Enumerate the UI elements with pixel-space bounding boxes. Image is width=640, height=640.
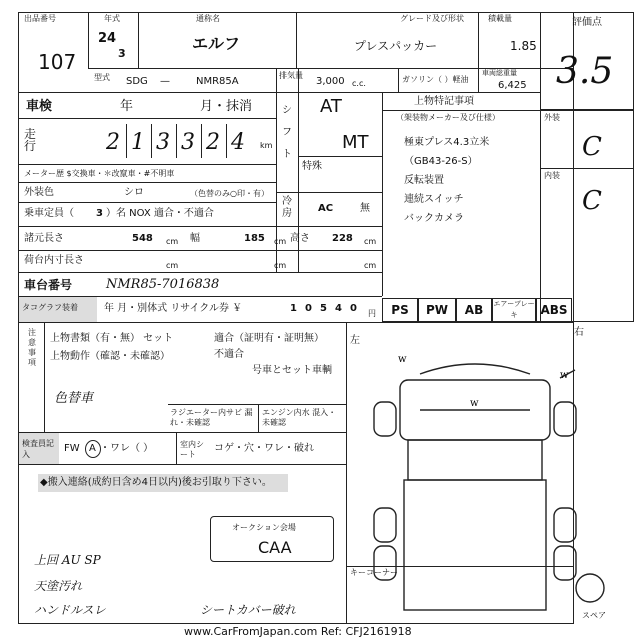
stamp-line2: CAA bbox=[258, 538, 292, 557]
lot-number: 107 bbox=[38, 50, 77, 74]
svg-text:w: w bbox=[560, 370, 569, 381]
odometer bbox=[106, 124, 256, 162]
cargo-label: 荷台内寸長さ bbox=[24, 255, 84, 266]
special-label: 特殊 bbox=[302, 161, 322, 172]
hand-note-color: 色替車 bbox=[54, 391, 94, 406]
recycle-digit: 0 bbox=[305, 303, 312, 314]
year-month: 3 bbox=[118, 47, 126, 60]
spare-label: スペア bbox=[582, 611, 606, 620]
equipment-item: エアーブレーキ bbox=[492, 298, 536, 322]
op-line: 上物動作（確認・未確認） bbox=[50, 351, 170, 362]
height-label: 高さ bbox=[290, 233, 310, 244]
length-unit: cm bbox=[166, 237, 179, 246]
grade-value: プレスパッカー bbox=[354, 39, 438, 53]
ac-value: AC bbox=[318, 203, 334, 214]
equipment-item: ABS bbox=[536, 298, 572, 322]
odometer-digit: 2 bbox=[206, 130, 220, 155]
doc-line2: 適合（証明有・証明無） bbox=[214, 333, 324, 344]
lot-label: 出品番号 bbox=[24, 14, 56, 23]
width-unit: cm bbox=[274, 237, 287, 246]
yen-label: 円 bbox=[368, 309, 376, 318]
seat-condition: コゲ・穴・ワレ・破れ bbox=[214, 443, 314, 454]
odometer-digit: 4 bbox=[231, 130, 245, 155]
type-label: 型式 bbox=[94, 73, 110, 82]
stamp-line1: オークション会場 bbox=[232, 523, 296, 532]
feature-item: バックカメラ bbox=[404, 213, 464, 224]
tacho-text: 年 月・別体式 リサイクル券 ￥ bbox=[104, 303, 243, 314]
mileage-unit: km bbox=[260, 141, 273, 150]
features-title: 上物特記事項 bbox=[414, 96, 474, 107]
radiator-line: ラジエーター内サビ 漏れ・未確認 bbox=[170, 408, 253, 427]
feature-item: 反転装置 bbox=[404, 175, 444, 186]
recycle-digit: 5 bbox=[320, 303, 327, 314]
recycle-digit: 0 bbox=[350, 303, 357, 314]
engine-line: エンジン内水 混入・未確認 bbox=[262, 408, 337, 427]
svg-text:w: w bbox=[398, 354, 407, 365]
diagram-right-label: 右 bbox=[574, 327, 584, 338]
fw-label: FW bbox=[64, 443, 80, 454]
hand-note-4: シートカバー破れ bbox=[200, 603, 296, 617]
equipment-item: PS bbox=[382, 298, 418, 322]
length-label: 諸元長さ bbox=[24, 233, 64, 244]
cc-unit: c.c. bbox=[352, 79, 366, 88]
set-line: 号車とセット車輌 bbox=[252, 365, 332, 376]
equipment-item: PW bbox=[418, 298, 456, 322]
score-value: 3.5 bbox=[556, 51, 614, 92]
capacity-rest: ）名 NOX 適合・不適合 bbox=[106, 208, 214, 219]
chassis-label: 車台番号 bbox=[24, 278, 73, 292]
shift-at: AT bbox=[320, 96, 342, 117]
equipment-item: AB bbox=[456, 298, 492, 322]
cargo-width-unit: cm bbox=[274, 261, 287, 270]
cargo-unit: cm bbox=[166, 261, 179, 270]
width-label: 幅 bbox=[190, 233, 200, 244]
interior-label: 内装 bbox=[544, 171, 560, 180]
width-value: 185 bbox=[244, 233, 265, 244]
model-name-label: 通称名 bbox=[196, 14, 220, 23]
truck-diagram bbox=[360, 340, 630, 620]
meter-history: メーター歴 $交換車・＊改竄車・#不明車 bbox=[24, 169, 175, 178]
load-value: 1.85 bbox=[510, 39, 537, 53]
length-value: 548 bbox=[132, 233, 153, 244]
nashi-value: 無 bbox=[360, 203, 370, 214]
year-label: 年式 bbox=[104, 14, 120, 23]
score-label: 評価点 bbox=[572, 17, 602, 28]
inspector-label: 検査員記入 bbox=[22, 439, 54, 459]
interior-grade: C bbox=[582, 186, 602, 216]
shaken-year: 年 bbox=[120, 99, 134, 114]
shift-label: シフト bbox=[282, 105, 292, 160]
chassis-number: NMR85-7016838 bbox=[106, 277, 220, 292]
mileage-label: 走行 bbox=[24, 127, 37, 153]
height-value: 228 bbox=[332, 233, 353, 244]
feature-item: （GB43-26-S） bbox=[404, 156, 478, 167]
reibo-label: 冷房 bbox=[282, 196, 292, 219]
contact-notice: ◆搬入連絡(成約日含め4日以内)後お引取り下さい。 bbox=[40, 477, 272, 488]
key-corner-label: キーコーナー bbox=[350, 568, 398, 577]
recycle-digit: 4 bbox=[335, 303, 342, 314]
cc-label: 排気量 bbox=[279, 71, 303, 80]
cc-value: 3,000 bbox=[316, 76, 345, 87]
seat-label: 室内シート bbox=[180, 440, 204, 459]
equipment-row bbox=[382, 298, 572, 322]
model-name: エルフ bbox=[192, 34, 241, 53]
odometer-digit: 3 bbox=[181, 130, 195, 155]
doc-line: 上物書類（有・無） セット bbox=[50, 333, 174, 344]
load-label: 積載量 bbox=[488, 14, 512, 23]
type-dash: — bbox=[160, 76, 170, 87]
recycle-digit: 1 bbox=[290, 303, 297, 314]
features-sub: （架装物メーカー及び仕様） bbox=[396, 113, 500, 122]
doc-line3: 不適合 bbox=[214, 349, 244, 360]
capacity-value: 3 bbox=[96, 208, 103, 219]
a-label: A bbox=[89, 443, 96, 454]
odometer-digit: 1 bbox=[131, 130, 145, 155]
weight-label: 車両総重量 bbox=[482, 69, 517, 77]
shift-mt: MT bbox=[342, 132, 369, 153]
hand-note-2: 天塗汚れ bbox=[34, 579, 83, 593]
height-unit: cm bbox=[364, 237, 377, 246]
odometer-digit: 3 bbox=[156, 130, 170, 155]
color-note: （色替のみ○印・有） bbox=[190, 189, 269, 198]
crack-label: ・ワレ（ ） bbox=[100, 443, 154, 454]
color-label: 外装色 bbox=[24, 187, 54, 198]
notes-side-label: 注意事項 bbox=[28, 328, 36, 367]
exterior-grade: C bbox=[582, 132, 602, 162]
odometer-digit: 2 bbox=[106, 130, 120, 155]
footer-watermark: www.CarFromJapan.com Ref: CFJ2161918 bbox=[184, 625, 412, 638]
recycle-amount bbox=[286, 298, 366, 320]
weight-value: 6,425 bbox=[498, 80, 527, 91]
svg-text:w: w bbox=[470, 398, 479, 409]
color-value: シロ bbox=[124, 187, 144, 198]
type-prefix: SDG bbox=[126, 76, 148, 87]
grade-label: グレード及び形状 bbox=[400, 14, 464, 23]
hand-note-1: 上回 AU SP bbox=[34, 553, 101, 567]
year-value: 24 bbox=[98, 31, 117, 46]
exterior-label: 外装 bbox=[544, 113, 560, 122]
feature-item: 連続スイッチ bbox=[404, 194, 464, 205]
cargo-height-unit: cm bbox=[364, 261, 377, 270]
capacity-label: 乗車定員（ bbox=[24, 208, 74, 219]
shaken-rest: 月・抹消 bbox=[200, 99, 253, 114]
diagram-left-label: 左 bbox=[350, 335, 360, 346]
type-code: NMR85A bbox=[196, 76, 239, 87]
hand-note-3: ハンドルスレ bbox=[34, 603, 106, 617]
shaken-label: 車検 bbox=[26, 99, 53, 114]
tacho-label: タコグラフ装着 bbox=[22, 303, 78, 312]
fuel-value: ガソリン（ ）軽油 bbox=[402, 75, 469, 84]
feature-item: 極東プレス4.3立米 bbox=[404, 137, 490, 148]
